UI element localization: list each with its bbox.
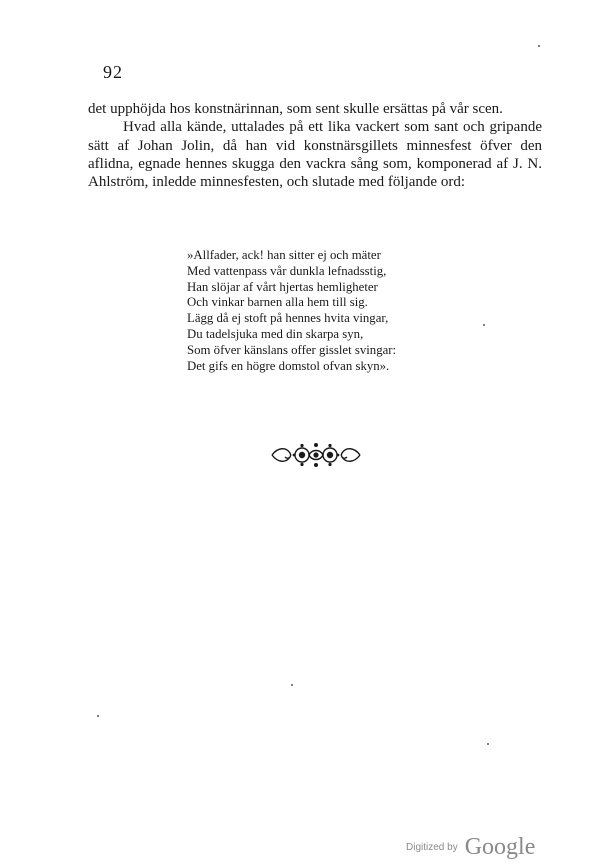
poem-line: Du tadelsjuka med din skarpa syn, bbox=[187, 326, 364, 341]
poem-line: Som öfver känslans offer gisslet svingar: bbox=[187, 342, 397, 357]
decorative-ornament-icon bbox=[268, 439, 364, 471]
page-number: 92 bbox=[103, 62, 123, 82]
page-speck bbox=[483, 324, 485, 326]
paragraph-1: det upphöjda hos konstnärinnan, som sent skulle ersättas på vår scen. bbox=[88, 101, 503, 117]
page-speck bbox=[97, 715, 99, 717]
poem-line: Lägg då ej stoft på hennes hvita vingar, bbox=[187, 311, 389, 326]
paragraph-2: Hvad alla kände, uttalades på ett lika vackert som sant och gripande sätt af Johan Jolin, då han vid konstnärsgillets minnesfest öfver den aflidna, egnade hennes skugga den vackra sång som, komponerad af J. N. Ahlström, inledde minnesfesten, och slutade med följande ord: bbox=[88, 119, 542, 191]
page-speck bbox=[487, 743, 489, 745]
poem-line: Och vinkar barnen alla hem till sig. bbox=[187, 295, 368, 310]
body-text bbox=[88, 100, 542, 191]
page-speck bbox=[538, 45, 540, 47]
poem-line: »Allfader, ack! han sitter ej och mäter bbox=[187, 248, 381, 262]
watermark-brand: Google bbox=[464, 834, 536, 860]
poem-line: Han slöjar af vårt hjertas hemligheter bbox=[187, 279, 378, 294]
digitized-watermark bbox=[406, 834, 535, 861]
watermark-prefix: Digitized by bbox=[406, 842, 458, 853]
page-speck bbox=[291, 684, 293, 686]
poem-quote bbox=[187, 248, 396, 374]
poem-line: Med vattenpass vår dunkla lefnadsstig, bbox=[187, 263, 387, 278]
poem-line: Det gifs en högre domstol ofvan skyn». bbox=[187, 358, 390, 373]
